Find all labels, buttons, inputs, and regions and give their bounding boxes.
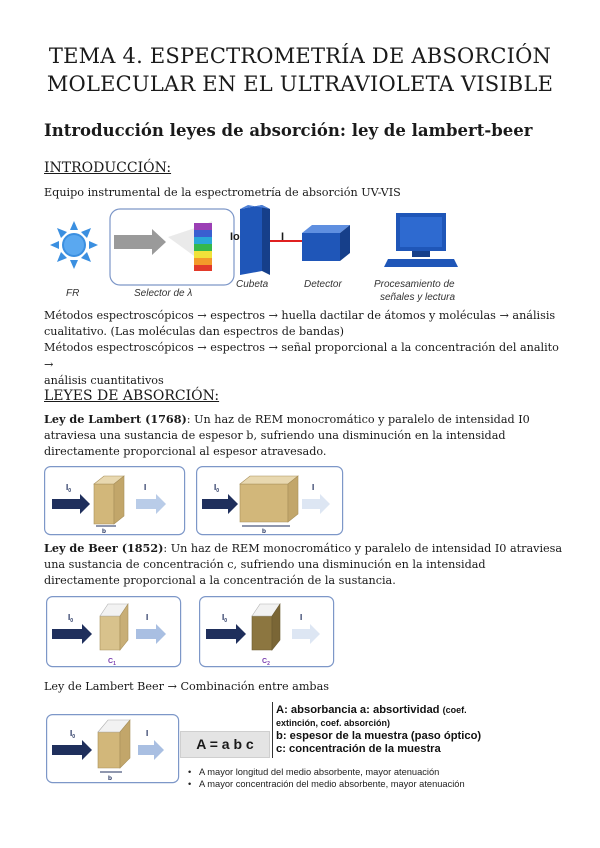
fig5-i0: $I_0$	[70, 729, 76, 740]
fig5-b: b	[108, 775, 112, 782]
intro-heading: INTRODUCCIÓN:	[44, 160, 172, 176]
fig5-i: I	[146, 729, 149, 738]
title-line-1: TEMA 4. ESPECTROMETRÍA DE ABSORCIÓN	[48, 44, 552, 68]
fig4-i: I	[300, 613, 303, 622]
formula-box: A = a b c	[180, 731, 270, 758]
beer-line2: una sustancia de concentración c, sufriendo una disminución en la intensidad	[44, 558, 486, 572]
laws-heading: LEYES DE ABSORCIÓN:	[44, 388, 220, 404]
def-b: b: espesor de la muestra (paso óptico)	[276, 730, 482, 742]
fig2-i: I	[312, 483, 315, 492]
fig3-i0: $I_0$	[68, 613, 74, 624]
lambert-figure	[44, 466, 344, 538]
definitions	[276, 704, 481, 756]
label-detector: Detector	[304, 279, 342, 290]
title-line-2: MOLECULAR EN EL ULTRAVIOLETA VISIBLE	[46, 72, 554, 96]
lambert-paragraph	[44, 411, 564, 461]
definition-bracket	[272, 702, 273, 758]
fig4-c2: $C_2$	[262, 658, 270, 667]
intro-equipment-text: Equipo instrumental de la espectrometría de absorción UV-VIS	[44, 186, 401, 199]
page-title	[20, 42, 580, 98]
label-cubeta: Cubeta	[236, 279, 269, 290]
fig1-i: I	[144, 483, 147, 492]
label-proc-2: señales y lectura	[380, 292, 456, 303]
beer-figure	[46, 596, 336, 670]
def-a: A: absorbancia a: absortividad	[276, 704, 440, 716]
bullet-1: • A mayor longitud del medio absorbente, mayor atenuación	[188, 767, 440, 777]
intro-p1-line2: cualitativo. (Las moléculas dan espectros de bandas)	[44, 325, 345, 339]
lambert-beer-figure	[46, 714, 182, 786]
intro-p1-line1: Métodos espectroscópicos → espectros → huella dactilar de átomos y moléculas → análisis	[44, 309, 556, 322]
def-a-2: extinción, coef. absorción)	[276, 718, 391, 728]
intro-p2-line1: Métodos espectroscópicos → espectros → señal proporcional a la concentración del analito →	[44, 341, 559, 371]
fig2-b: b	[262, 528, 266, 535]
combined-text: Ley de Lambert Beer → Combinación entre ambas	[44, 680, 330, 693]
intro-p2-line2: análisis cuantitativos	[44, 373, 164, 387]
def-c: c: concentración de la muestra	[276, 743, 441, 755]
fig3-c1: $C_1$	[108, 658, 116, 667]
lambert-line3: directamente proporcional al espesor atravesado.	[44, 445, 327, 459]
fig2-i0: $I_0$	[214, 483, 220, 494]
def-a-small: (coef.	[442, 705, 467, 715]
fig1-i0: $I_0$	[66, 483, 72, 494]
instrument-diagram	[44, 203, 484, 311]
fig3-i: I	[146, 613, 149, 622]
beer-name: Ley de Beer (1852)	[44, 541, 164, 555]
sun-icon	[50, 221, 98, 269]
beer-line3: directamente proporcional a la concentración de la sustancia.	[44, 574, 396, 588]
label-fr: FR	[66, 288, 80, 299]
cubeta-block	[240, 205, 270, 275]
beer-paragraph	[44, 540, 564, 590]
spectrum-rainbow	[194, 223, 212, 271]
beer-line1: : Un haz de REM monocromático y paralelo de intensidad I0 atraviesa	[163, 542, 563, 555]
fig4-i0: $I_0$	[222, 613, 228, 624]
label-proc-1: Procesamiento de	[374, 279, 455, 290]
subtitle: Introducción leyes de absorción: ley de lambert-beer	[44, 121, 533, 140]
fig1-b: b	[102, 528, 106, 535]
bullet-2: • A mayor concentración del medio absorbente, mayor atenuación	[188, 779, 465, 789]
lambert-line2: atraviesa una sustancia de espesor b, sufriendo una disminución en la intensidad	[44, 429, 506, 443]
label-io: Io	[230, 231, 240, 243]
detector-box	[302, 225, 350, 261]
label-selector: Selector de λ	[134, 288, 193, 299]
computer-icon	[384, 213, 458, 267]
lambert-line1: : Un haz de REM monocromático y paralelo de intensidad I0	[186, 413, 530, 426]
lambert-name: Ley de Lambert (1768)	[44, 412, 187, 426]
label-i: I	[281, 231, 285, 243]
intro-paragraph	[44, 308, 564, 389]
